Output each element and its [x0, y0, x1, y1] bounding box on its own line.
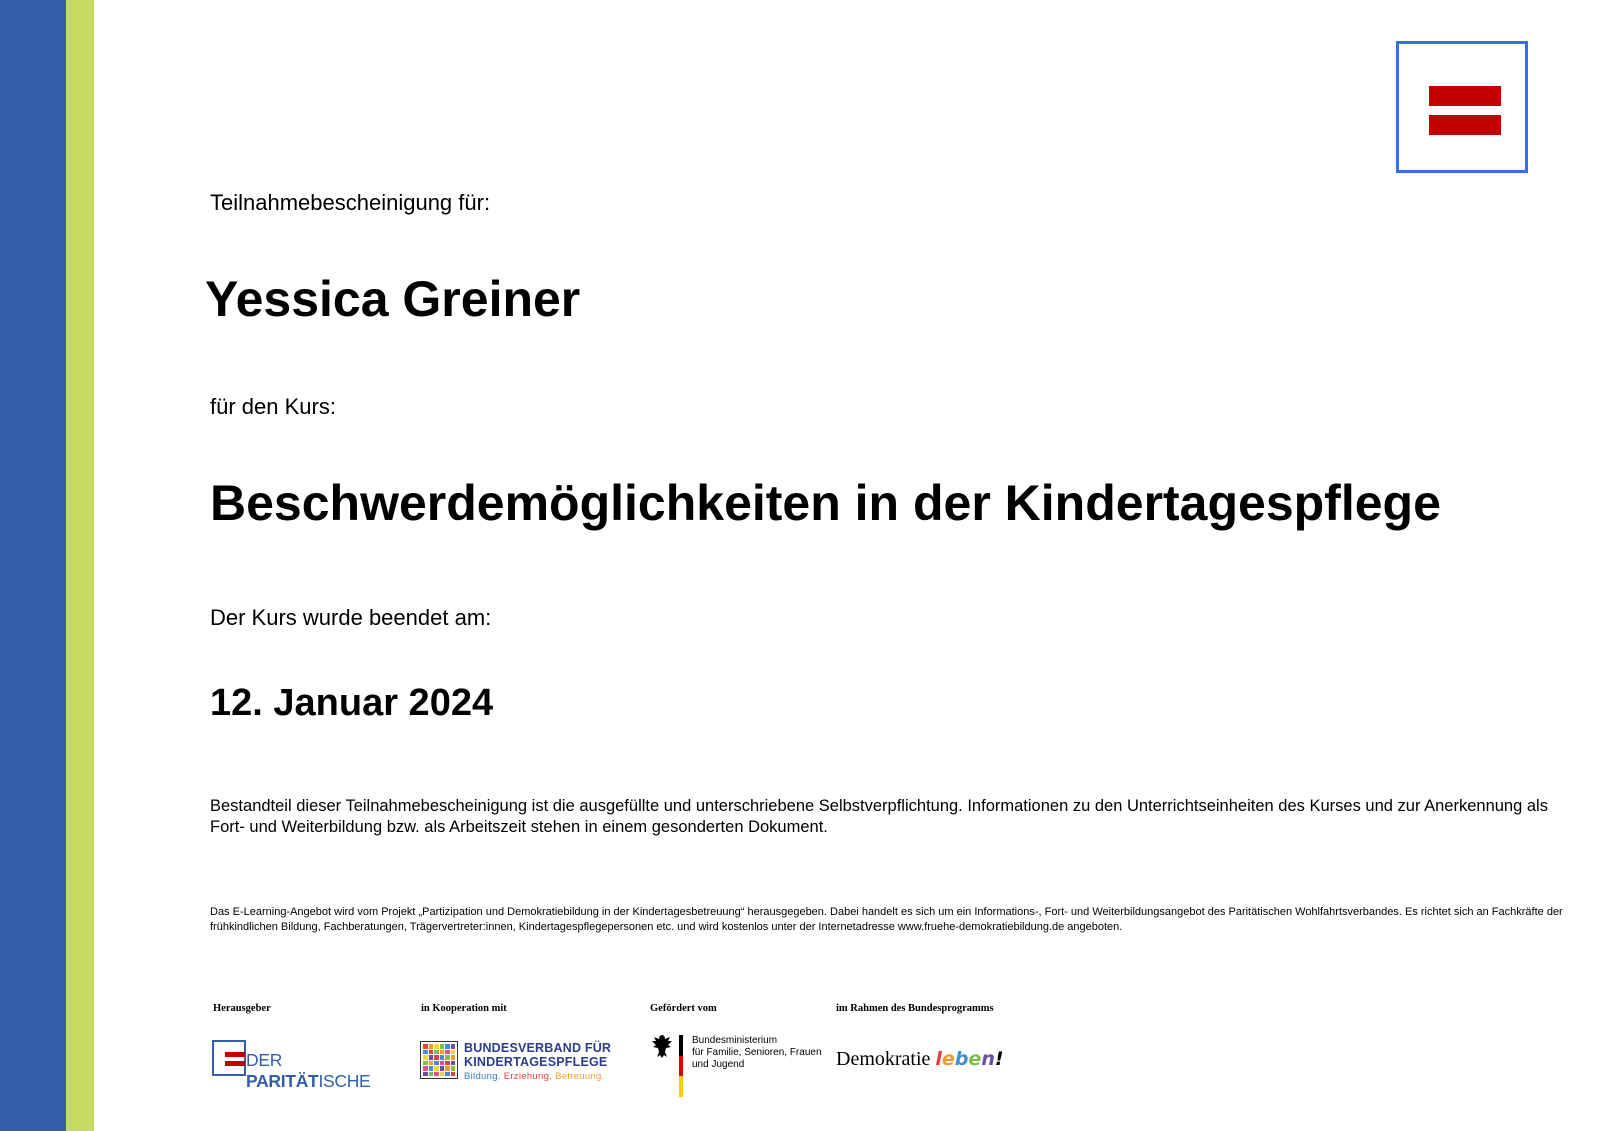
end-date: 12. Januar 2024 — [210, 682, 494, 724]
certificate-note: Bestandteil dieser Teilnahmebescheinigung ist die ausgefüllte und unterschriebene Selbstverpflichtung. Informationen zu den Unterrichtseinheiten des Kurses und zur Anerkennung als Fort- und Weiterbildung bzw. als Arbeitszeit stehen in einem gesonderten Dokument. — [210, 797, 1548, 836]
demokratie-leben-logo: Demokratie leben! — [836, 1048, 1004, 1070]
bundesverband-grid-icon — [420, 1041, 458, 1079]
logo-stripe-top — [1429, 86, 1501, 106]
program-heading: im Rahmen des Bundesprogramms — [836, 1003, 994, 1014]
logo-stripe-bottom — [1429, 115, 1501, 135]
label-course: für den Kurs: — [210, 394, 336, 419]
federal-eagle-icon — [650, 1033, 674, 1059]
side-bar-green — [66, 0, 94, 1131]
side-bar-blue — [0, 0, 66, 1131]
der-paritaetische-logo — [212, 1040, 402, 1091]
bundesverband-logo-title: BUNDESVERBAND FÜR KINDERTAGESPFLEGE — [464, 1041, 612, 1069]
cooperation-heading: in Kooperation mit — [421, 1003, 507, 1014]
bundesverband-kindertagespflege-logo — [420, 1041, 620, 1083]
publisher-heading: Herausgeber — [213, 1003, 271, 1014]
german-flag-bar — [679, 1035, 683, 1097]
paritaetische-logo-text: DER PARITÄTISCHE — [246, 1050, 371, 1091]
funded-heading: Gefördert vom — [650, 1003, 717, 1014]
bundesverband-logo-tagline: Bildung. Erziehung. Betreuung. — [464, 1071, 605, 1082]
course-title: Beschwerdemöglichkeiten in der Kindertagespflege — [210, 475, 1441, 531]
fineprint: Das E-Learning-Angebot wird vom Projekt „Partizipation und Demokratiebildung in der Kindertagesbetreuung“ herausgegeben. Dabei handelt es sich um ein Informations-, Fort- und Weiterbildungsangebot des Paritätischen Wohlfahrtsverbandes. Es richtet sich an Fachkräfte der frühkindlichen Bildung, Fachberatungen, Trägervertreter:innen, Kindertagespflegepersonen etc. und wird kostenlos unter der Internetadresse www.fruehe-demokratiebildung.de angeboten. — [210, 906, 1563, 933]
paritaetische-logo-mark — [1396, 41, 1528, 173]
label-course-ended: Der Kurs wurde beendet am: — [210, 605, 492, 630]
participant-name: Yessica Greiner — [205, 271, 581, 327]
bmfsfj-logo — [650, 1033, 820, 1097]
paritaetische-logo-icon — [212, 1040, 246, 1076]
bmfsfj-logo-text: Bundesministerium für Familie, Senioren, Frauen und Jugend — [692, 1035, 822, 1070]
label-certificate-for: Teilnahmebescheinigung für: — [210, 190, 491, 215]
